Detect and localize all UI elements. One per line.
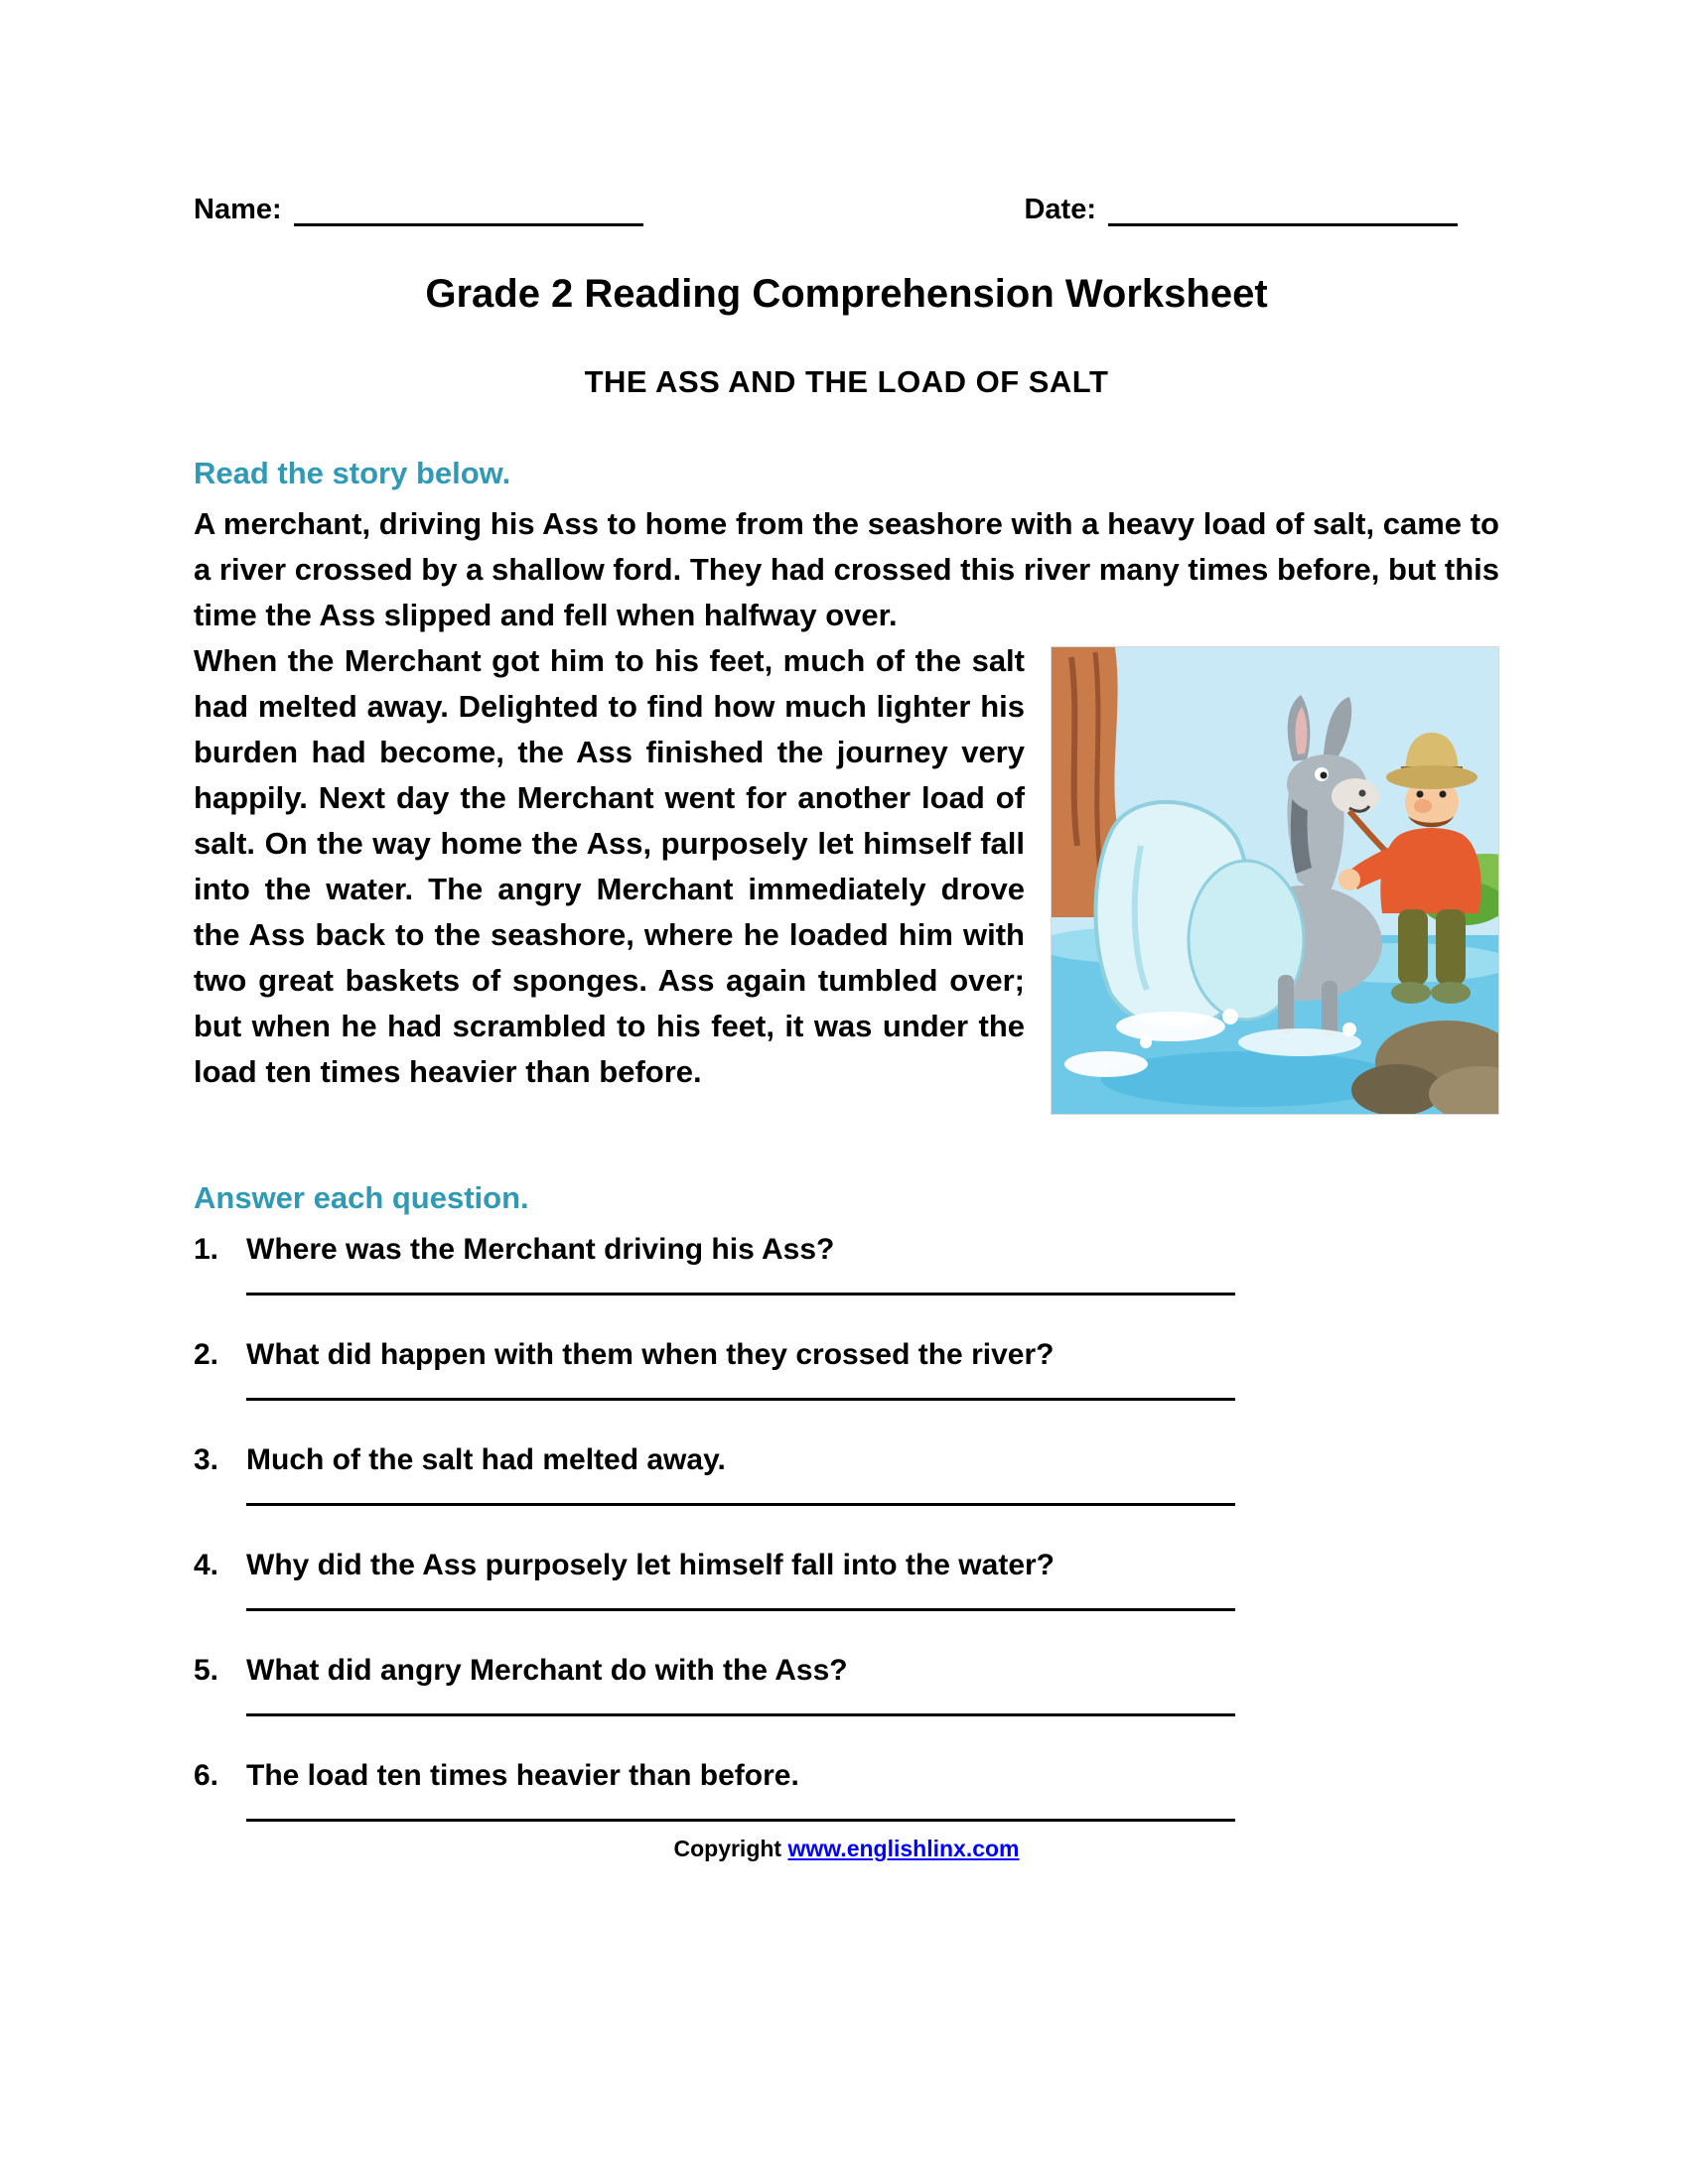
answer-line-2[interactable] — [246, 1398, 1235, 1401]
question-6 — [194, 1758, 1499, 1822]
question-number: 1. — [194, 1233, 219, 1266]
question-text: Where was the Merchant driving his Ass? — [246, 1233, 835, 1266]
question-2 — [194, 1337, 1499, 1401]
question-1 — [194, 1232, 1499, 1296]
story-title: THE ASS AND THE LOAD OF SALT — [584, 364, 1109, 399]
answer-line-3[interactable] — [246, 1503, 1235, 1506]
read-story-heading: Read the story below. — [194, 456, 511, 490]
name-blank-line[interactable] — [294, 195, 643, 226]
answer-line-4[interactable] — [246, 1608, 1235, 1611]
merchant-donkey-river-graphic — [1052, 647, 1498, 1114]
page-title: Grade 2 Reading Comprehension Worksheet — [425, 272, 1268, 316]
question-5 — [194, 1653, 1499, 1716]
story-illustration-image — [1051, 646, 1499, 1115]
date-label: Date: — [1024, 194, 1096, 225]
question-3 — [194, 1442, 1499, 1506]
date-field — [1024, 194, 1458, 226]
answer-questions-heading: Answer each question. — [194, 1180, 529, 1215]
question-number: 2. — [194, 1338, 219, 1371]
answer-line-5[interactable] — [246, 1713, 1235, 1716]
questions-list — [194, 1232, 1499, 1822]
question-text: The load ten times heavier than before. — [246, 1759, 799, 1792]
question-text: What did angry Merchant do with the Ass? — [246, 1654, 848, 1687]
answer-line-6[interactable] — [246, 1819, 1235, 1822]
englishlinx-link[interactable]: www.englishlinx.com — [787, 1836, 1020, 1861]
question-text: What did happen with them when they crossed the river? — [246, 1338, 1055, 1371]
story-text — [194, 501, 1499, 1125]
footer — [194, 1836, 1499, 1862]
story-paragraph-2: When the Merchant got him to his feet, much of the salt had melted away. Delighted to find how much lighter his burden had become, the Ass finished the journey very happily. Next day the Merchant went for another load of salt. On the way home the Ass, purposely let himself fall into the water. The angry Merchant immediately drove the Ass back to the seashore, where he loaded him with two great baskets of sponges. Ass again tumbled over; but when he had scrambled to his feet, it was under the load ten times heavier than before. — [194, 643, 1025, 1089]
question-number: 6. — [194, 1759, 219, 1792]
name-date-row — [194, 194, 1499, 226]
story-wrap — [194, 638, 1499, 1125]
question-number: 3. — [194, 1443, 219, 1476]
question-number: 4. — [194, 1549, 219, 1581]
date-blank-line[interactable] — [1108, 195, 1458, 226]
question-text: Why did the Ass purposely let himself fall into the water? — [246, 1549, 1055, 1581]
answer-line-1[interactable] — [246, 1293, 1235, 1296]
question-text: Much of the salt had melted away. — [246, 1443, 726, 1476]
story-paragraph-1: A merchant, driving his Ass to home from the seashore with a heavy load of salt, came to a river crossed by a shallow ford. They had crossed this river many times before, but this time the Ass slipped and fell when halfway over. — [194, 506, 1499, 632]
copyright-label: Copyright — [673, 1836, 788, 1861]
name-label: Name: — [194, 194, 282, 225]
question-4 — [194, 1548, 1499, 1611]
question-number: 5. — [194, 1654, 219, 1687]
name-field — [194, 194, 643, 226]
